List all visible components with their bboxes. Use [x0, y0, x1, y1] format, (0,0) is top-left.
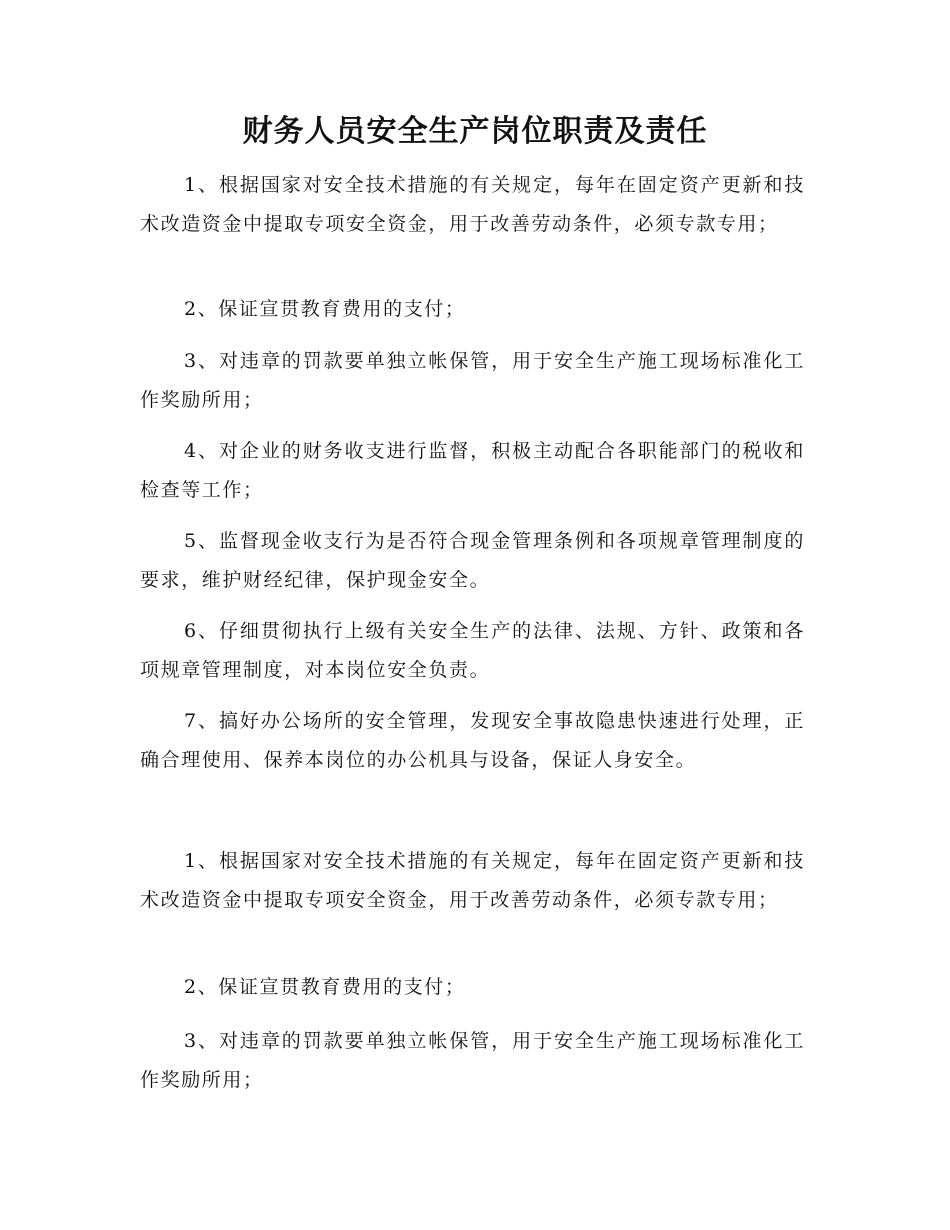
paragraph-3: 3、对违章的罚款要单独立帐保管，用于安全生产施工现场标准化工作奖励所用； [140, 350, 805, 411]
paragraph-5: 5、监督现金收支行为是否符合现金管理条例和各项规章管理制度的要求，维护财经纪律，保护现金安全。 [140, 530, 805, 591]
paragraph-4: 4、对企业的财务收支进行监督，积极主动配合各职能部门的税收和检查等工作； [140, 440, 805, 501]
paragraph-6: 6、仔细贯彻执行上级有关安全生产的法律、法规、方针、政策和各项规章管理制度，对本岗位安全负责。 [140, 620, 805, 681]
repeat-paragraph-1: 1、根据国家对安全技术措施的有关规定，每年在固定资产更新和技术改造资金中提取专项安全资金，用于改善劳动条件，必须专款专用； [140, 850, 805, 911]
document-title: 财务人员安全生产岗位职责及责任 [242, 114, 708, 149]
paragraph-7: 7、搞好办公场所的安全管理，发现安全事故隐患快速进行处理，正确合理使用、保养本岗位的办公机具与设备，保证人身安全。 [140, 710, 805, 771]
repeat-paragraph-2: 2、保证宣贯教育费用的支付； [184, 976, 466, 998]
paragraph-2: 2、保证宣贯教育费用的支付； [184, 298, 466, 320]
repeat-paragraph-3: 3、对违章的罚款要单独立帐保管，用于安全生产施工现场标准化工作奖励所用； [140, 1030, 805, 1091]
paragraph-1: 1、根据国家对安全技术措施的有关规定，每年在固定资产更新和技术改造资金中提取专项安全资金，用于改善劳动条件，必须专款专用； [140, 174, 805, 235]
